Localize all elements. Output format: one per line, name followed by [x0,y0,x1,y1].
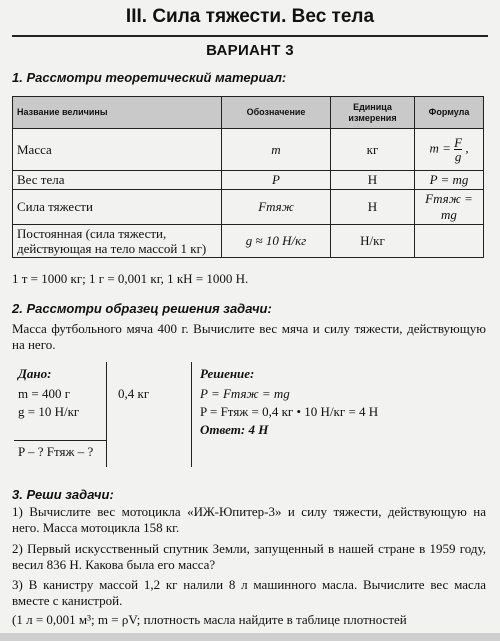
row-name: Масса [13,129,222,171]
formula-prefix: m = [429,140,451,156]
fraction-denominator: g [454,149,462,164]
given-g: g = 10 Н/кг [18,404,80,419]
row-name: Вес тела [13,171,222,190]
row-symbol: m [222,129,331,171]
section2-heading: 2. Рассмотри образец решения задачи: [12,301,272,316]
example-solution-block [14,362,484,467]
find-separator-line [14,440,106,441]
given-divider-line [106,362,107,467]
table-header-row [13,97,484,129]
row-unit: Н [331,190,415,225]
table-row [13,129,484,171]
row-unit: Н [331,171,415,190]
solution-label: Решение: [200,366,255,381]
task-footnote: (1 л = 0,001 м³; m = ρV; плотность масла найдите в таблице плотностей [12,612,407,627]
row-formula: P = mg [415,171,484,190]
fraction-numerator: F [454,135,463,150]
variant-heading: ВАРИАНТ 3 [206,42,294,59]
task-2: 2) Первый искусственный спутник Земли, запущенный в нашей стране в 1959 году, весил 836 Н. Какова была его масса? [12,541,486,572]
formula-suffix: , [465,140,469,156]
header-name: Название величины [13,97,222,129]
task-1: 1) Вычислите вес мотоцикла «ИЖ-Юпитер-3» и силу тяжести, действующую на него. Масса мотоцикла 158 кг. [12,504,486,535]
row-unit: Н/кг [331,225,415,258]
header-symbol: Обозначение [222,97,331,129]
row-symbol: Fтяж [222,190,331,225]
section1-heading: 1. Рассмотри теоретический материал: [12,70,287,85]
page-bottom-edge [0,633,500,641]
title-divider [12,35,488,37]
row-formula [415,129,484,171]
unit-conversion-note: 1 т = 1000 кг; 1 г = 0,001 кг, 1 кН = 1000 Н. [12,271,249,286]
row-symbol: g ≈ 10 Н/кг [222,225,331,258]
find-quantities: P – ? Fтяж – ? [18,444,94,459]
page-title: III. Сила тяжести. Вес тела [125,6,375,27]
row-formula [415,225,484,258]
si-conversion: 0,4 кг [118,386,150,401]
formula-fraction [454,136,462,163]
given-mass: m = 400 г [18,386,71,401]
table-row [13,171,484,190]
table-row [13,225,484,258]
section3-heading: 3. Реши задачи: [12,487,114,502]
given-label: Дано: [18,366,52,381]
quantities-table [12,96,484,258]
row-formula: Fтяж = mg [415,190,484,225]
solution-line-1: P = Fтяж = mg [200,386,290,401]
header-unit: Единица измерения [331,97,415,129]
table-row [13,190,484,225]
header-formula: Формула [415,97,484,129]
solution-line-2: P = Fтяж = 0,4 кг • 10 Н/кг = 4 Н [200,404,379,419]
row-unit: кг [331,129,415,171]
example-task-text: Масса футбольного мяча 400 г. Вычислите вес мяча и силу тяжести, действующую на него. [12,321,486,352]
row-name: Сила тяжести [13,190,222,225]
task-3: 3) В канистру массой 1,2 кг налили 8 л машинного масла. Вычислите вес масла вместе с канистрой. [12,577,486,608]
solution-divider-line [191,362,192,467]
answer-line: Ответ: 4 Н [200,422,269,437]
row-name: Постоянная (сила тяжести, действующая на тело массой 1 кг) [13,225,222,258]
row-symbol: P [222,171,331,190]
